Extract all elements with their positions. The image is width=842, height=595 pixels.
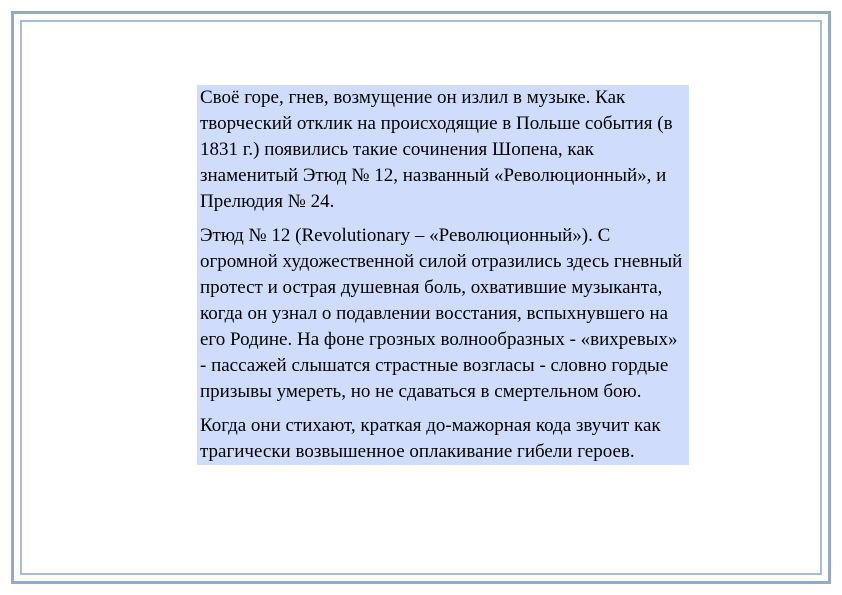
paragraph-1: Своё горе, гнев, возмущение он излил в музыке. Как творческий отклик на происходящие в Польше события (в 1831 г.) появились такие сочинения Шопена, как знаменитый Этюд № 12, названный «Революционный», и Прелюдия № 24. [200, 87, 673, 212]
text-block [197, 85, 689, 465]
paragraph-3: Когда они стихают, краткая до-мажорная кода звучит как трагически возвышенное оплакивание гибели героев. [200, 415, 661, 462]
paragraph-2: Этюд № 12 (Revolutionary – «Революционный»). С огромной художественной силой отразились здесь гневный протест и острая душевная боль, охватившие музыканта, когда он узнал о подавлении восстания, вспыхнувшего на его Родине. На фоне грозных волнообразных - «вихревых» - пассажей слышатся страстные возгласы - словно гордые призывы умереть, но не сдаваться в смертельном бою. [200, 225, 683, 402]
